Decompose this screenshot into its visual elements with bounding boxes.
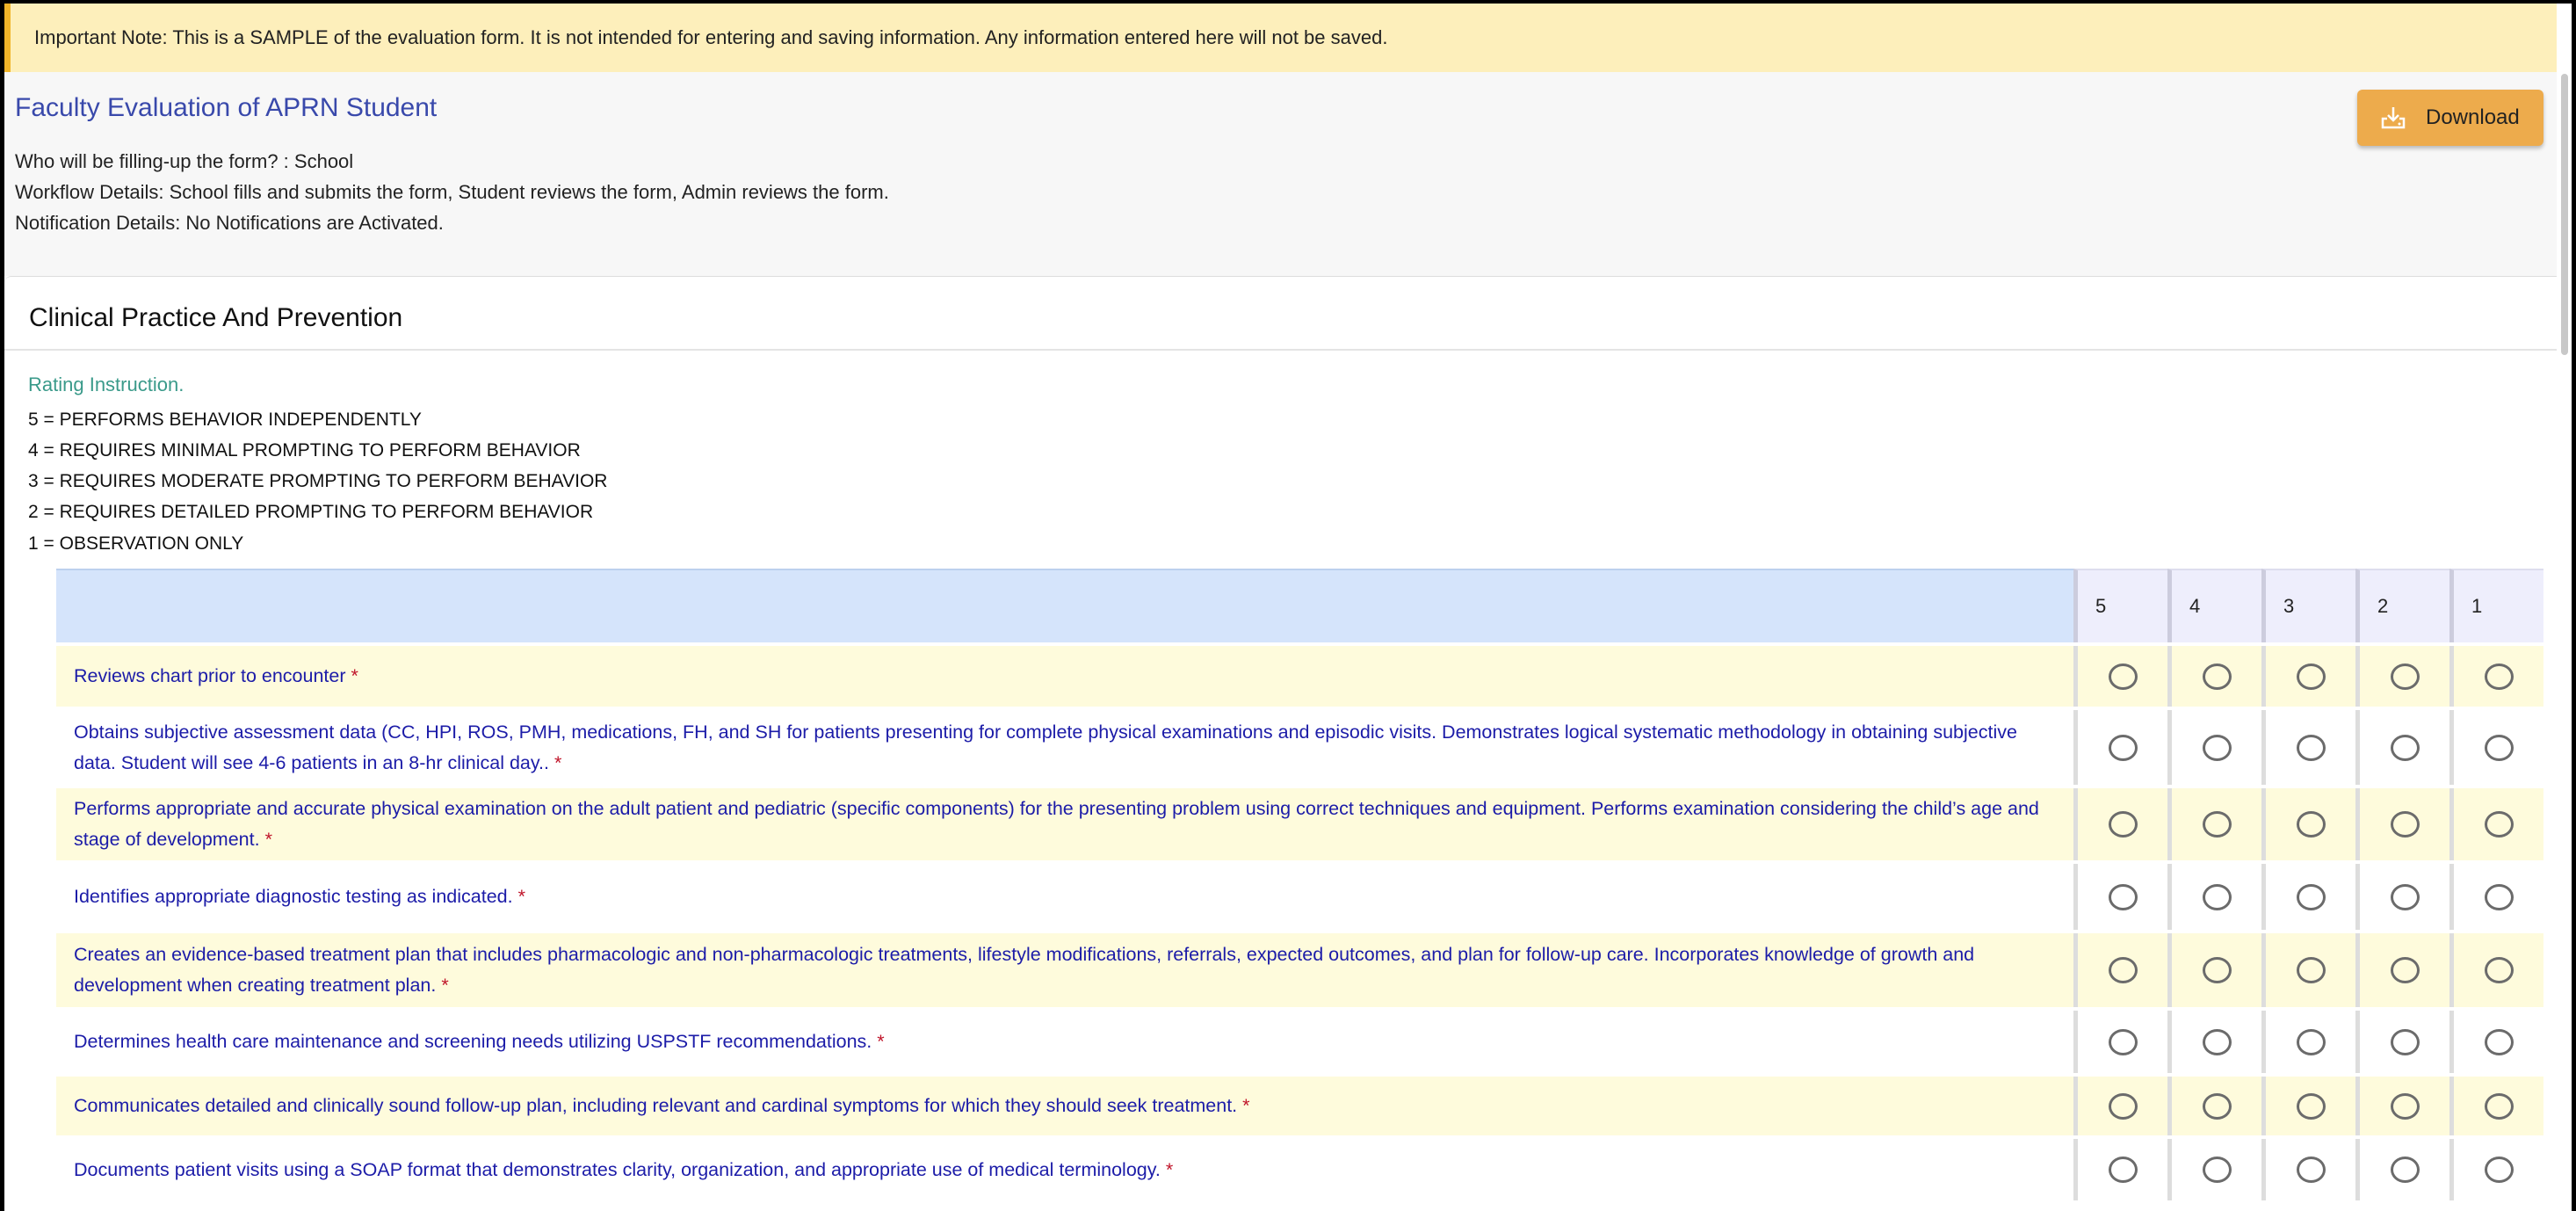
rating-table [56, 569, 2543, 1204]
rating-cell [2073, 788, 2167, 860]
rating-cell [2261, 710, 2355, 785]
rating-cell [2167, 1077, 2261, 1135]
rating-radio-2[interactable] [2391, 811, 2420, 838]
rating-cell [2167, 788, 2261, 860]
rating-cell [2355, 1077, 2449, 1135]
header-blank [56, 569, 2073, 642]
rating-radio-4[interactable] [2203, 1029, 2232, 1055]
criterion-label [56, 710, 2073, 785]
criterion-text: Reviews chart prior to encounter [74, 665, 346, 686]
rating-radio-2[interactable] [2391, 1029, 2420, 1055]
rating-radio-5[interactable] [2109, 735, 2138, 761]
rating-radio-4[interactable] [2203, 1093, 2232, 1120]
rating-cell [2261, 788, 2355, 860]
notice-text: Important Note: This is a SAMPLE of the evaluation form. It is not intended for entering and saving information. Any information entered here will not be saved. [34, 26, 1388, 48]
criterion-text: Obtains subjective assessment data (CC, HPI, ROS, PMH, medications, FH, and SH for patients presenting for complete physical examinations and episodic visits. Demonstrates logical systematic methodology in obtaining subjective data. Student will see 4-6 patients in an 8-hr clinical day.. [74, 721, 2017, 773]
rating-cell [2355, 933, 2449, 1007]
required-marker: * [264, 829, 272, 850]
page-title: Faculty Evaluation of APRN Student [15, 93, 438, 122]
rating-radio-2[interactable] [2391, 1093, 2420, 1120]
rating-cell [2449, 1139, 2543, 1200]
column-header-2: 2 [2355, 569, 2449, 642]
rating-cell [2261, 864, 2355, 930]
rating-cell [2073, 1011, 2167, 1073]
rating-radio-5[interactable] [2109, 1157, 2138, 1183]
rating-radio-5[interactable] [2109, 957, 2138, 983]
section-title: Clinical Practice And Prevention [29, 303, 403, 332]
rating-cell [2167, 864, 2261, 930]
criterion-label [56, 864, 2073, 930]
rating-radio-1[interactable] [2485, 1029, 2514, 1055]
rating-line: 5 = PERFORMS BEHAVIOR INDEPENDENTLY [28, 410, 422, 430]
rating-line: 3 = REQUIRES MODERATE PROMPTING TO PERFORM BEHAVIOR [28, 471, 608, 491]
criterion-text: Creates an evidence-based treatment plan that includes pharmacologic and non-pharmacologic treatments, lifestyle modifications, referrals, expected outcomes, and plan for follow-up care. Incorporates knowledge of growth and development when creating treatment plan. [74, 944, 1975, 996]
rating-radio-4[interactable] [2203, 811, 2232, 838]
rating-cell [2167, 933, 2261, 1007]
rating-instruction-label: Rating Instruction. [28, 373, 185, 395]
rating-radio-2[interactable] [2391, 957, 2420, 983]
criterion-label [56, 933, 2073, 1007]
required-marker: * [351, 665, 358, 686]
table-row [56, 1011, 2543, 1073]
table-row [56, 933, 2543, 1007]
rating-radio-1[interactable] [2485, 664, 2514, 690]
rating-cell [2167, 710, 2261, 785]
column-header-4: 4 [2167, 569, 2261, 642]
rating-radio-4[interactable] [2203, 957, 2232, 983]
rating-radio-3[interactable] [2297, 1093, 2326, 1120]
rating-cell [2449, 864, 2543, 930]
rating-radio-4[interactable] [2203, 1157, 2232, 1183]
rating-radio-2[interactable] [2391, 664, 2420, 690]
criterion-text: Identifies appropriate diagnostic testing as indicated. [74, 886, 513, 907]
rating-cell [2355, 864, 2449, 930]
divider [4, 349, 2557, 351]
criterion-label [56, 646, 2073, 707]
rating-radio-4[interactable] [2203, 884, 2232, 910]
table-row [56, 864, 2543, 930]
rating-radio-1[interactable] [2485, 884, 2514, 910]
required-marker: * [1242, 1095, 1250, 1116]
section-card [4, 276, 2557, 1211]
rating-cell [2073, 933, 2167, 1007]
column-header-1: 1 [2449, 569, 2543, 642]
rating-cell [2261, 933, 2355, 1007]
rating-radio-3[interactable] [2297, 1157, 2326, 1183]
rating-cell [2261, 1011, 2355, 1073]
rating-radio-1[interactable] [2485, 957, 2514, 983]
rating-radio-4[interactable] [2203, 664, 2232, 690]
workflow-info: Workflow Details: School fills and submits the form, Student reviews the form, Admin reviews the form. [15, 181, 889, 203]
criterion-label [56, 1011, 2073, 1073]
rating-radio-1[interactable] [2485, 735, 2514, 761]
rating-radio-5[interactable] [2109, 811, 2138, 838]
rating-radio-4[interactable] [2203, 735, 2232, 761]
rating-cell [2261, 646, 2355, 707]
criterion-text: Determines health care maintenance and screening needs utilizing USPSTF recommendations. [74, 1031, 872, 1052]
rating-radio-5[interactable] [2109, 1093, 2138, 1120]
rating-radio-3[interactable] [2297, 884, 2326, 910]
rating-cell [2073, 710, 2167, 785]
table-row [56, 646, 2543, 707]
rating-radio-5[interactable] [2109, 1029, 2138, 1055]
rating-cell [2355, 646, 2449, 707]
column-header-3: 3 [2261, 569, 2355, 642]
notification-info: Notification Details: No Notifications are Activated. [15, 212, 444, 234]
rating-cell [2449, 710, 2543, 785]
rating-radio-5[interactable] [2109, 884, 2138, 910]
rating-radio-1[interactable] [2485, 811, 2514, 838]
rating-radio-5[interactable] [2109, 664, 2138, 690]
required-marker: * [441, 975, 449, 996]
rating-radio-3[interactable] [2297, 1029, 2326, 1055]
required-marker: * [1165, 1158, 1174, 1180]
rating-radio-3[interactable] [2297, 811, 2326, 838]
criterion-label [56, 788, 2073, 860]
table-row [56, 1139, 2543, 1200]
table-row [56, 1077, 2543, 1135]
rating-cell [2449, 788, 2543, 860]
rating-cell [2355, 1011, 2449, 1073]
criterion-text: Communicates detailed and clinically sound follow-up plan, including relevant and cardinal symptoms for which they should seek treatment. [74, 1095, 1238, 1116]
criterion-label [56, 1077, 2073, 1135]
rating-cell [2073, 646, 2167, 707]
download-label: Download [2426, 105, 2520, 129]
table-row [56, 788, 2543, 860]
rating-cell [2355, 1139, 2449, 1200]
form-header [4, 72, 2557, 276]
rating-cell [2449, 1011, 2543, 1073]
table-row [56, 710, 2543, 785]
rating-cell [2167, 1011, 2261, 1073]
rating-cell [2073, 1077, 2167, 1135]
rating-cell [2449, 933, 2543, 1007]
required-marker: * [877, 1031, 885, 1052]
criterion-text: Documents patient visits using a SOAP format that demonstrates clarity, organization, and appropriate use of medical terminology. [74, 1158, 1161, 1180]
rating-cell [2261, 1139, 2355, 1200]
rating-cell [2261, 1077, 2355, 1135]
download-icon [2380, 105, 2406, 130]
rating-cell [2449, 1077, 2543, 1135]
rating-radio-3[interactable] [2297, 664, 2326, 690]
criterion-text: Performs appropriate and accurate physical examination on the adult patient and pediatric (specific components) for the presenting problem using correct techniques and equipment. Performs examination considering the child’s age and stage of development. [74, 798, 2039, 850]
rating-cell [2167, 1139, 2261, 1200]
rating-line: 4 = REQUIRES MINIMAL PROMPTING TO PERFORM BEHAVIOR [28, 440, 581, 460]
criterion-label [56, 1139, 2073, 1200]
rating-line: 2 = REQUIRES DETAILED PROMPTING TO PERFORM BEHAVIOR [28, 502, 594, 522]
page [4, 4, 2572, 1211]
rating-cell [2073, 1139, 2167, 1200]
rating-cell [2167, 646, 2261, 707]
rating-line: 1 = OBSERVATION ONLY [28, 533, 244, 554]
rating-radio-2[interactable] [2391, 884, 2420, 910]
rating-radio-1[interactable] [2485, 1157, 2514, 1183]
column-header-5: 5 [2073, 569, 2167, 642]
rating-cell [2449, 646, 2543, 707]
rating-cell [2355, 788, 2449, 860]
table-header [56, 569, 2543, 642]
scrollbar[interactable] [2561, 74, 2568, 355]
rating-radio-2[interactable] [2391, 1157, 2420, 1183]
rating-radio-2[interactable] [2391, 735, 2420, 761]
required-marker: * [517, 886, 525, 907]
sample-notice-banner [4, 4, 2557, 72]
who-fills-info: Who will be filling-up the form? : School [15, 150, 354, 172]
required-marker: * [554, 751, 562, 773]
rating-radio-3[interactable] [2297, 735, 2326, 761]
download-button[interactable] [2357, 90, 2543, 146]
rating-radio-3[interactable] [2297, 957, 2326, 983]
rating-cell [2355, 710, 2449, 785]
rating-cell [2073, 864, 2167, 930]
rating-radio-1[interactable] [2485, 1093, 2514, 1120]
